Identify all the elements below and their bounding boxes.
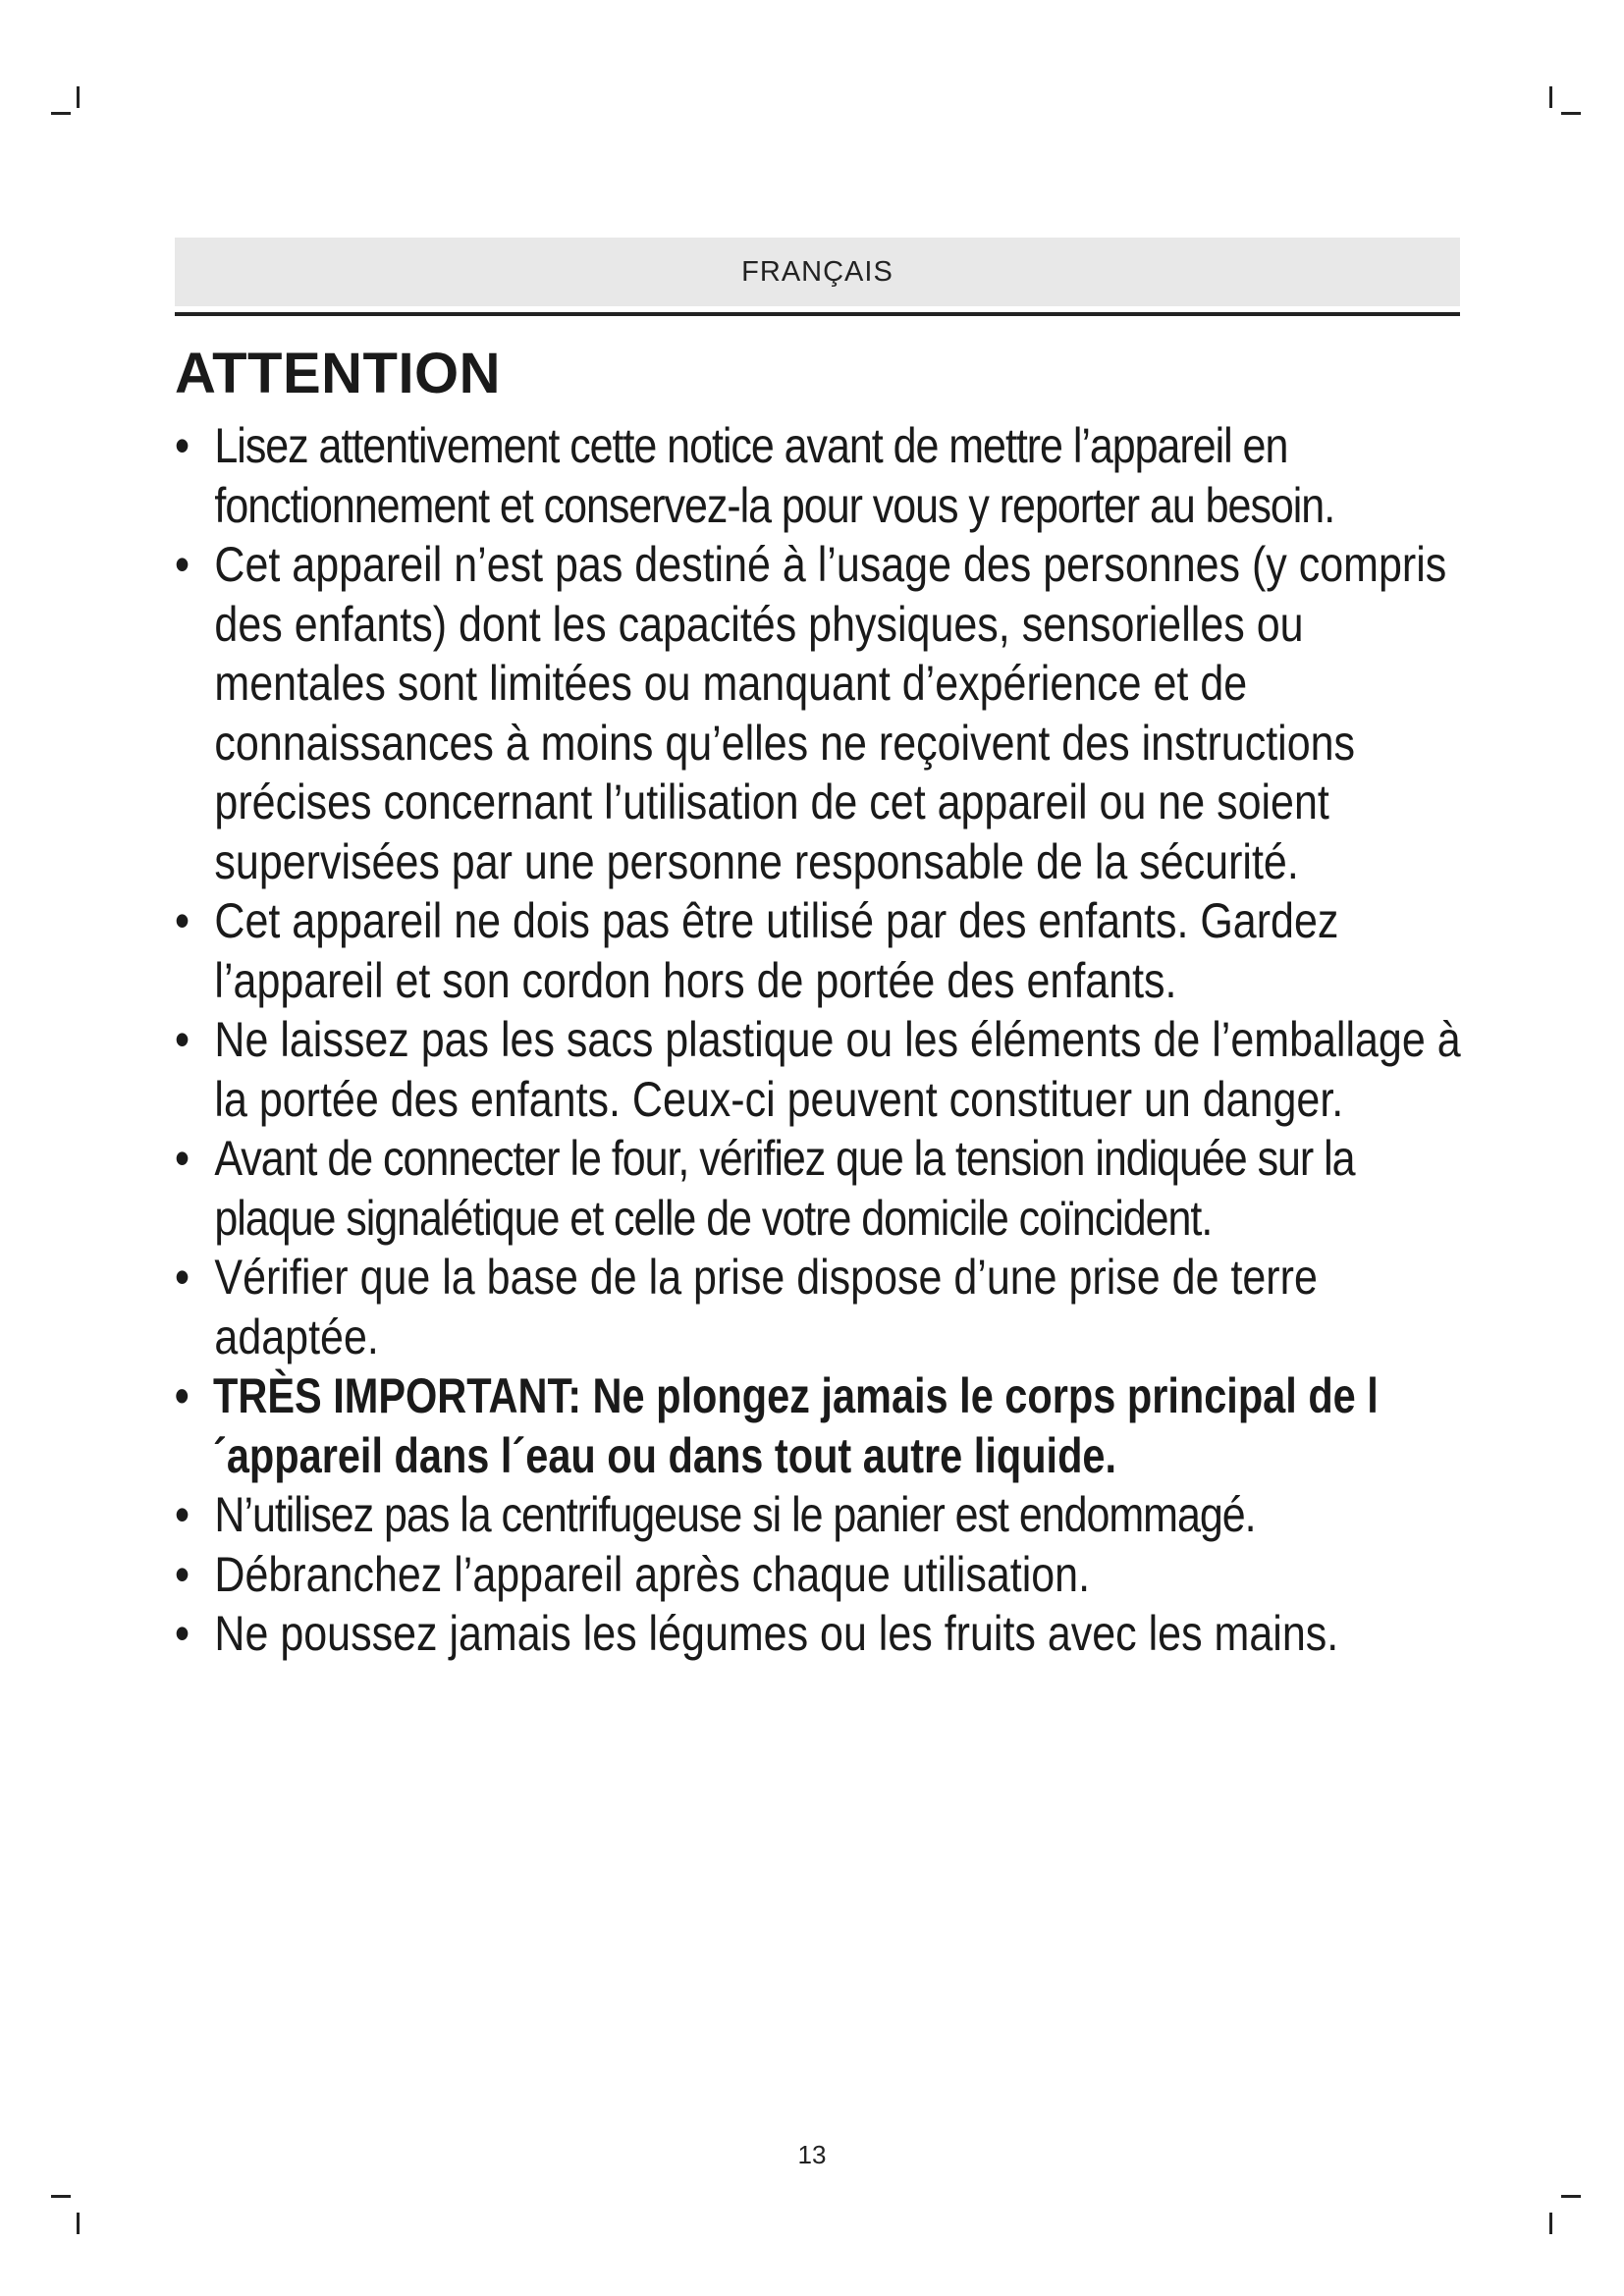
crop-mark-bottom-right-h — [1561, 2195, 1581, 2198]
list-item — [175, 1010, 1481, 1129]
bullet-icon: • — [175, 1250, 190, 1305]
crop-mark-top-left-v — [77, 86, 80, 108]
bullet-icon: • — [175, 1546, 190, 1602]
list-item — [175, 416, 1481, 535]
bullet-icon: • — [175, 418, 189, 473]
crop-mark-bottom-left-h — [51, 2195, 71, 2198]
list-item-text: Vérifier que la base de la prise dispose d’une prise de terre adaptée. — [214, 1250, 1318, 1364]
list-item-text: Cet appareil ne dois pas être utilisé par des enfants. Gardez l’appareil et son cordon hors de portée des enfants. — [214, 893, 1339, 1008]
list-item — [175, 1485, 1481, 1545]
list-item-text: N’utilisez pas la centrifugeuse si le panier est endommagé. — [214, 1487, 1256, 1542]
list-item — [175, 891, 1481, 1010]
bullet-icon: • — [175, 1487, 189, 1542]
list-item-text: Ne poussez jamais les légumes ou les fruits avec les mains. — [214, 1606, 1339, 1661]
list-item — [175, 1248, 1481, 1366]
list-item-text: TRÈS IMPORTANT: Ne plongez jamais le corps principal de l´appareil dans l´eau ou dans tout autre liquide. — [213, 1368, 1379, 1483]
list-item — [175, 1604, 1481, 1664]
page-number: 13 — [797, 2140, 827, 2169]
list-item-text: Cet appareil n’est pas destiné à l’usage des personnes (y compris des enfants) dont les capacités physiques, sensorielles ou mentales sont limitées ou manquant d’expérience et de connaissances à moins qu’elles ne reçoivent des instructions précises concernant l’utilisation de cet appareil ou ne soient supervisées par une personne responsable de la sécurité. — [214, 537, 1447, 889]
crop-mark-top-right-v — [1549, 86, 1552, 108]
bullet-icon: • — [175, 1606, 190, 1661]
header-rule — [175, 312, 1460, 316]
list-item — [175, 1545, 1481, 1605]
list-item — [175, 1129, 1481, 1248]
crop-mark-top-left-h — [51, 112, 71, 115]
list-item — [175, 535, 1481, 891]
list-item-text: Ne laissez pas les sacs plastique ou les éléments de l’emballage à la portée des enfants. Ceux-ci peuvent constituer un danger. — [214, 1012, 1461, 1127]
crop-mark-bottom-left-v — [77, 2213, 80, 2234]
bullet-icon: • — [175, 893, 190, 948]
list-item-text: Avant de connecter le four, vérifiez que la tension indiquée sur la plaque signalétique et celle de votre domicile coïncident. — [214, 1131, 1355, 1246]
language-label: FRANÇAIS — [741, 255, 893, 288]
bullet-icon: • — [175, 1012, 190, 1067]
section-heading: ATTENTION — [175, 342, 502, 405]
bullet-icon: • — [175, 1131, 189, 1186]
list-item-important — [175, 1366, 1435, 1485]
list-item-text: Lisez attentivement cette notice avant de mettre l’appareil en fonctionnement et conservez-la pour vous y reporter au besoin. — [214, 418, 1335, 533]
warning-list — [175, 416, 1481, 1664]
list-item-text: Débranchez l’appareil après chaque utilisation. — [214, 1546, 1091, 1602]
crop-mark-top-right-h — [1561, 112, 1581, 115]
bullet-icon: • — [175, 1368, 189, 1423]
crop-mark-bottom-right-v — [1549, 2213, 1552, 2234]
bullet-icon: • — [175, 537, 190, 592]
language-header — [175, 238, 1460, 306]
